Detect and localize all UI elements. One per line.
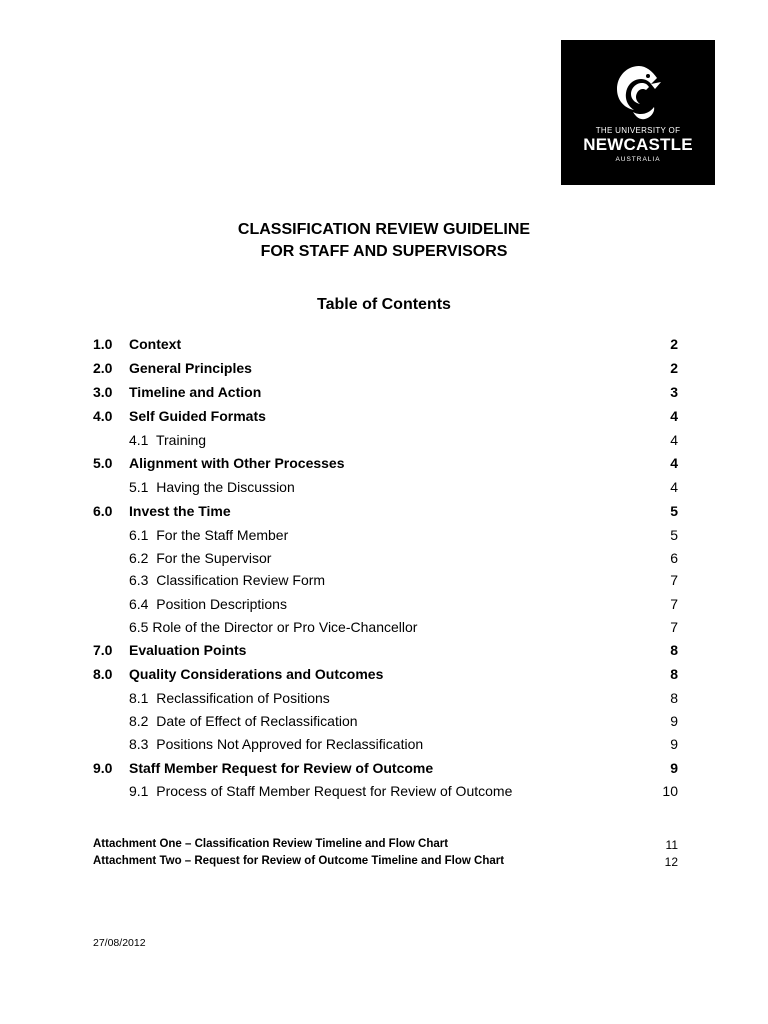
toc-entry-title: 6.3 Classification Review Form [129, 572, 326, 588]
toc-entry-page: 6 [670, 550, 678, 566]
toc-entry-title: 9.1 Process of Staff Member Request for Review of Outcome [129, 783, 513, 799]
toc-entry-number: 6.0 [93, 503, 113, 519]
logo-line-3: AUSTRALIA [615, 156, 661, 163]
toc-entry[interactable] [0, 455, 768, 473]
toc-entry-page: 9 [670, 713, 678, 729]
toc-entry-page: 2 [670, 360, 678, 376]
toc-entry-title: Staff Member Request for Review of Outcome [129, 760, 434, 776]
toc-entry-number: 1.0 [93, 336, 113, 352]
toc-entry-title: Self Guided Formats [129, 408, 266, 424]
toc-entry-page: 8 [670, 642, 678, 658]
toc-entry-page: 7 [670, 619, 678, 635]
toc-entry-number: 3.0 [93, 384, 113, 400]
document-title-line-1: CLASSIFICATION REVIEW GUIDELINE [237, 221, 531, 238]
logo-line-2: NEWCASTLE [583, 135, 693, 154]
toc-entry-title: 6.4 Position Descriptions [129, 596, 287, 612]
toc-entry-title: 4.1 Training [129, 432, 207, 448]
attachment-text: Attachment Two – Request for Review of Outcome Timeline and Flow Chart [93, 855, 505, 867]
toc-entry-page: 4 [670, 479, 678, 495]
toc-entry-title: 5.1 Having the Discussion [129, 479, 295, 495]
toc-entry[interactable] [0, 432, 768, 450]
toc-entry[interactable] [0, 479, 768, 497]
logo-line-1: THE UNIVERSITY OF [595, 126, 681, 135]
toc-entry-page: 7 [670, 596, 678, 612]
toc-entry-page: 5 [670, 503, 678, 519]
toc-entry-page: 8 [670, 666, 678, 682]
university-logo [561, 40, 715, 185]
toc-entry-page: 4 [670, 408, 678, 424]
toc-entry-number: 9.0 [93, 760, 113, 776]
toc-entry[interactable] [0, 336, 768, 354]
toc-entry-page: 7 [670, 572, 678, 588]
toc-entry[interactable] [0, 760, 768, 778]
toc-entry-page: 3 [670, 384, 678, 400]
toc-entry-number: 7.0 [93, 642, 113, 658]
toc-entry-page: 2 [670, 336, 678, 352]
toc-entry-title: 8.2 Date of Effect of Reclassification [129, 713, 358, 729]
toc-entry-number: 2.0 [93, 360, 113, 376]
toc-entry-page: 4 [670, 432, 678, 448]
toc-entry[interactable] [0, 690, 768, 708]
toc-entry[interactable] [0, 360, 768, 378]
document-date: 27/08/2012 [93, 937, 146, 949]
toc-entry-title: Invest the Time [129, 503, 231, 519]
toc-entry[interactable] [0, 783, 768, 801]
seahorse-crest-icon [605, 62, 671, 122]
toc-entry-number: 5.0 [93, 455, 113, 471]
toc-entry[interactable] [0, 642, 768, 660]
toc-entry-title: 6.5 Role of the Director or Pro Vice-Chancellor [129, 619, 418, 635]
toc-entry-title: General Principles [129, 360, 252, 376]
toc-entry-page: 8 [670, 690, 678, 706]
toc-entry-title: Evaluation Points [129, 642, 247, 658]
toc-entry[interactable] [0, 666, 768, 684]
toc-entry[interactable] [0, 596, 768, 614]
toc-heading: Table of Contents [317, 296, 451, 313]
toc-entry[interactable] [0, 736, 768, 754]
attachment-page: 12 [664, 855, 678, 869]
toc-entry[interactable] [0, 619, 768, 637]
toc-entry-title: 8.1 Reclassification of Positions [129, 690, 330, 706]
toc-entry-title: 6.2 For the Supervisor [129, 550, 272, 566]
toc-entry-title: Context [129, 336, 182, 352]
toc-entry-title: Alignment with Other Processes [129, 455, 345, 471]
toc-entry[interactable] [0, 572, 768, 590]
toc-entry-page: 9 [670, 760, 678, 776]
toc-entry[interactable] [0, 384, 768, 402]
toc-entry-title: 6.1 For the Staff Member [129, 527, 289, 543]
attachment-page: 11 [665, 838, 678, 852]
toc-entry-title: 8.3 Positions Not Approved for Reclassification [129, 736, 424, 752]
toc-entry-title: Timeline and Action [129, 384, 262, 400]
toc-entry-page: 10 [662, 783, 678, 799]
toc-entry[interactable] [0, 503, 768, 521]
toc-entry-title: Quality Considerations and Outcomes [129, 666, 384, 682]
toc-entry[interactable] [0, 408, 768, 426]
toc-entry[interactable] [0, 550, 768, 568]
toc-entry[interactable] [0, 713, 768, 731]
toc-entry[interactable] [0, 527, 768, 545]
toc-entry-number: 8.0 [93, 666, 113, 682]
toc-entry-page: 4 [670, 455, 678, 471]
toc-entry-page: 9 [670, 736, 678, 752]
attachment-text: Attachment One – Classification Review Timeline and Flow Chart [93, 838, 449, 850]
toc-entry-number: 4.0 [93, 408, 113, 424]
document-title-line-2: FOR STAFF AND SUPERVISORS [260, 243, 508, 260]
toc-entry-page: 5 [670, 527, 678, 543]
